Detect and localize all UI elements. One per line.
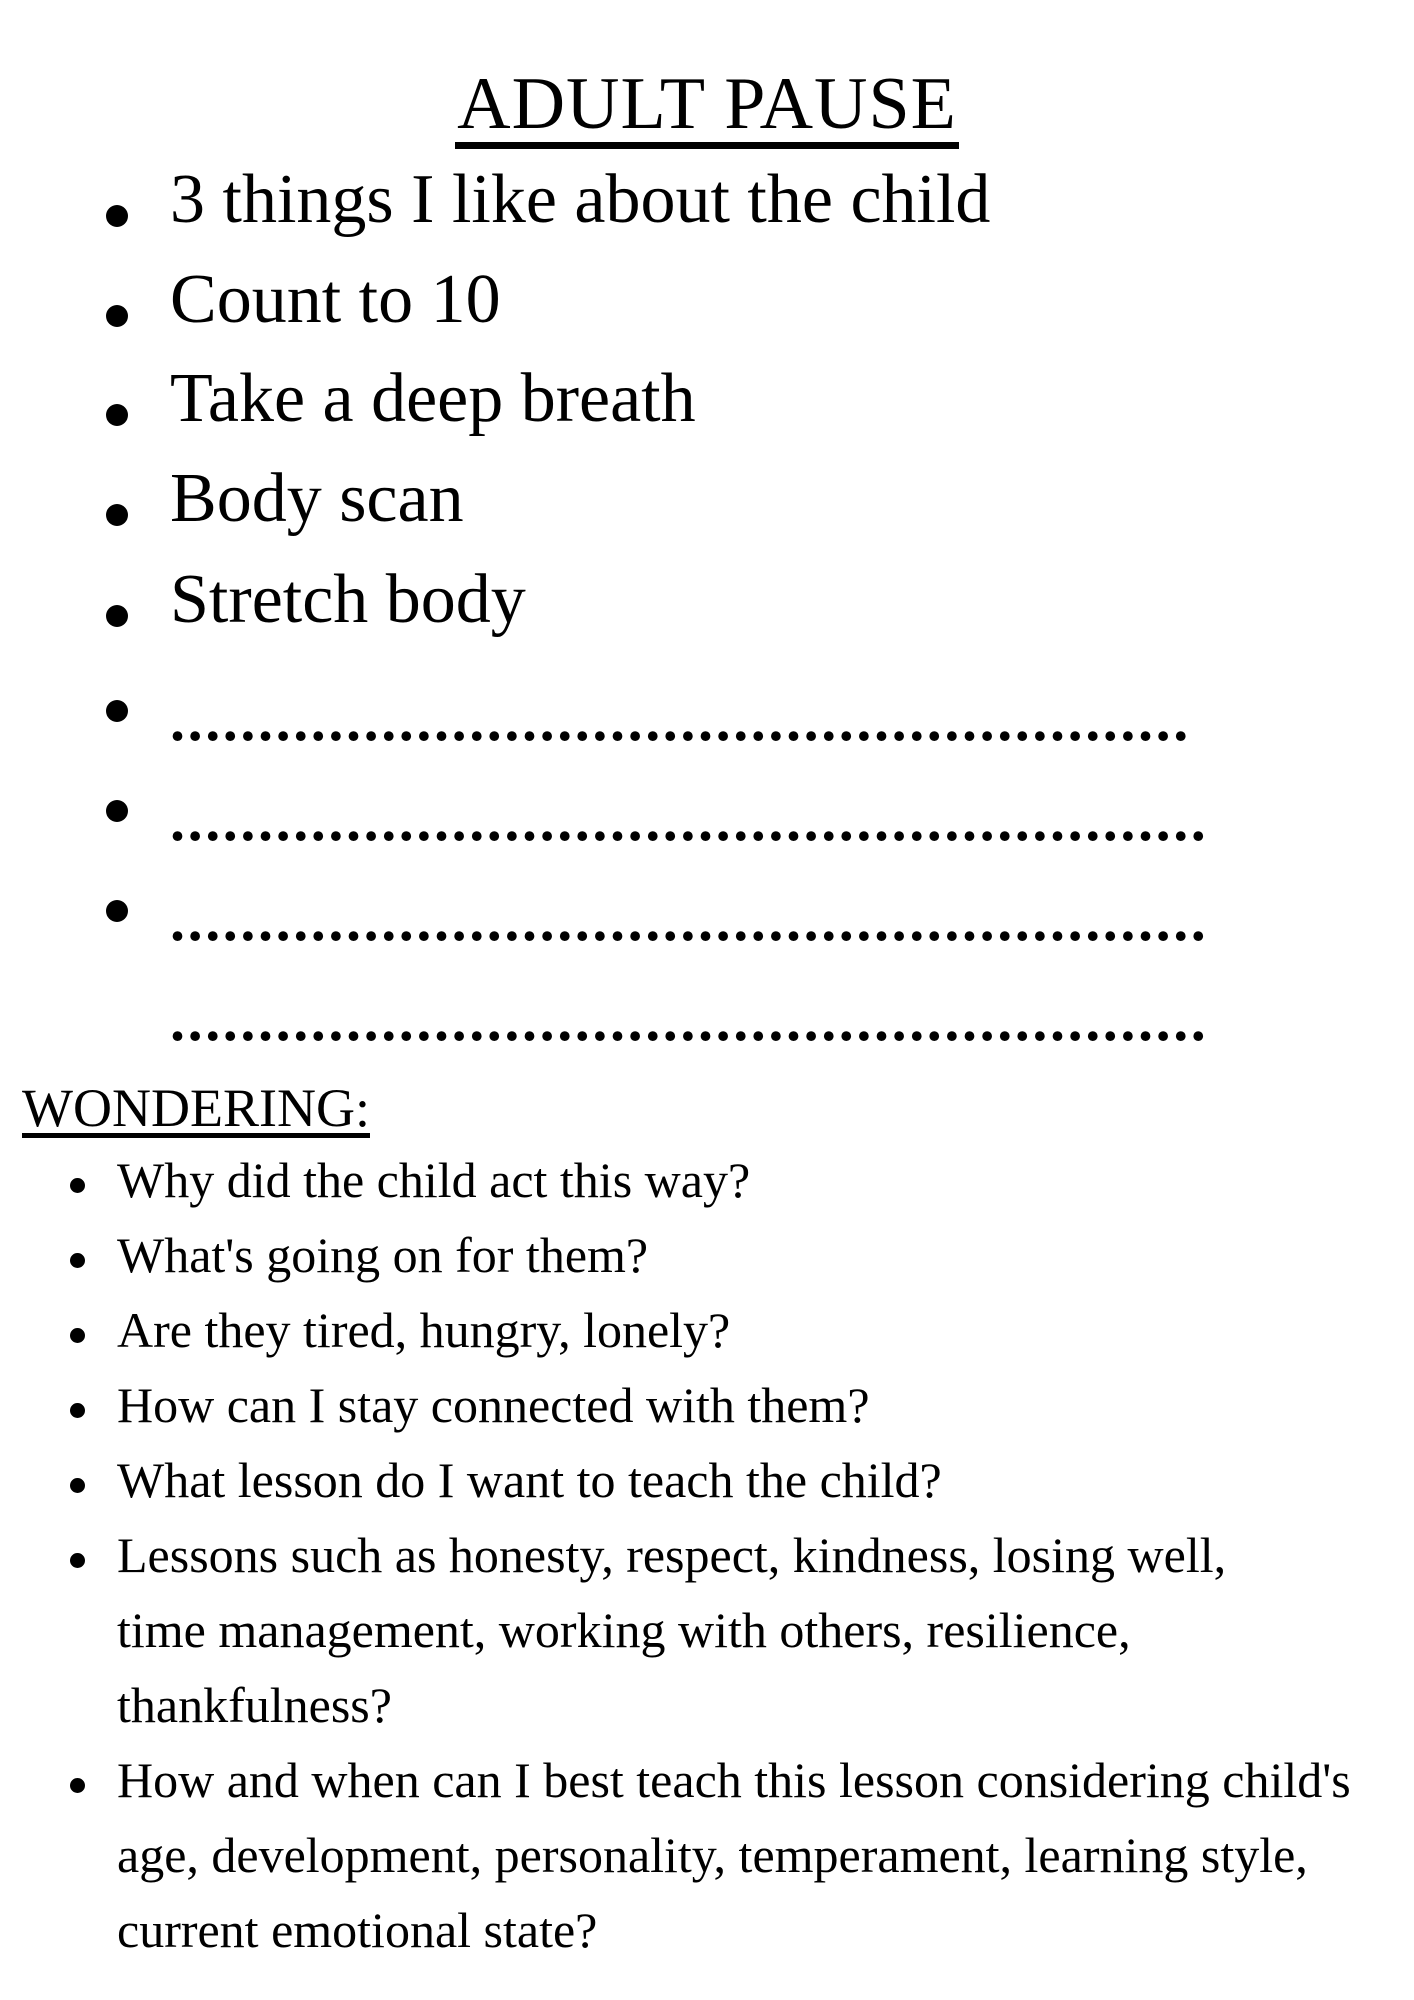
list-item-text: Take a deep breath [170, 360, 696, 437]
list-item-text: 3 things I like about the child [170, 161, 991, 238]
bullet-icon [106, 205, 128, 227]
bullet-icon [70, 1403, 85, 1418]
fill-in-line: .......................................................... [170, 687, 1191, 753]
bullet-icon [70, 1553, 85, 1568]
bullet-icon [106, 700, 128, 722]
bullet-icon [70, 1253, 85, 1268]
list-item-text: Count to 10 [170, 261, 501, 338]
list-item-text: Stretch body [170, 561, 526, 638]
bullet-icon [70, 1778, 85, 1793]
wondering-heading [22, 1080, 370, 1138]
list-item-text: Are they tired, hungry, lonely? [117, 1302, 731, 1358]
fill-in-line: ........................................................... [170, 987, 1209, 1053]
bullet-icon [106, 800, 128, 822]
list-item-text: Lessons such as honesty, respect, kindness, losing well, time management, working with others, resilience, thankfulness? [117, 1527, 1227, 1733]
bullet-icon [70, 1478, 85, 1493]
title-text: ADULT PAUSE [455, 66, 959, 149]
list-item-text: How and when can I best teach this lesson considering child's age, development, personality, temperament, learning style, current emotional state? [117, 1752, 1351, 1958]
bullet-icon [106, 305, 128, 327]
wondering-heading-text: WONDERING: [22, 1078, 370, 1138]
fill-in-line: ........................................................... [170, 887, 1209, 953]
bullet-icon [106, 605, 128, 627]
fill-in-line: ........................................................... [170, 787, 1209, 853]
bullet-icon [106, 900, 128, 922]
list-item-text: How can I stay connected with them? [117, 1377, 870, 1433]
bullet-icon [106, 504, 128, 526]
list-item-text: Body scan [170, 460, 464, 537]
bullet-icon [70, 1178, 85, 1193]
list-item-text: What lesson do I want to teach the child? [117, 1452, 942, 1508]
bullet-icon [106, 404, 128, 426]
list-item-text: Why did the child act this way? [117, 1152, 751, 1208]
list-item-text: What's going on for them? [117, 1227, 649, 1283]
bullet-icon [70, 1328, 85, 1343]
